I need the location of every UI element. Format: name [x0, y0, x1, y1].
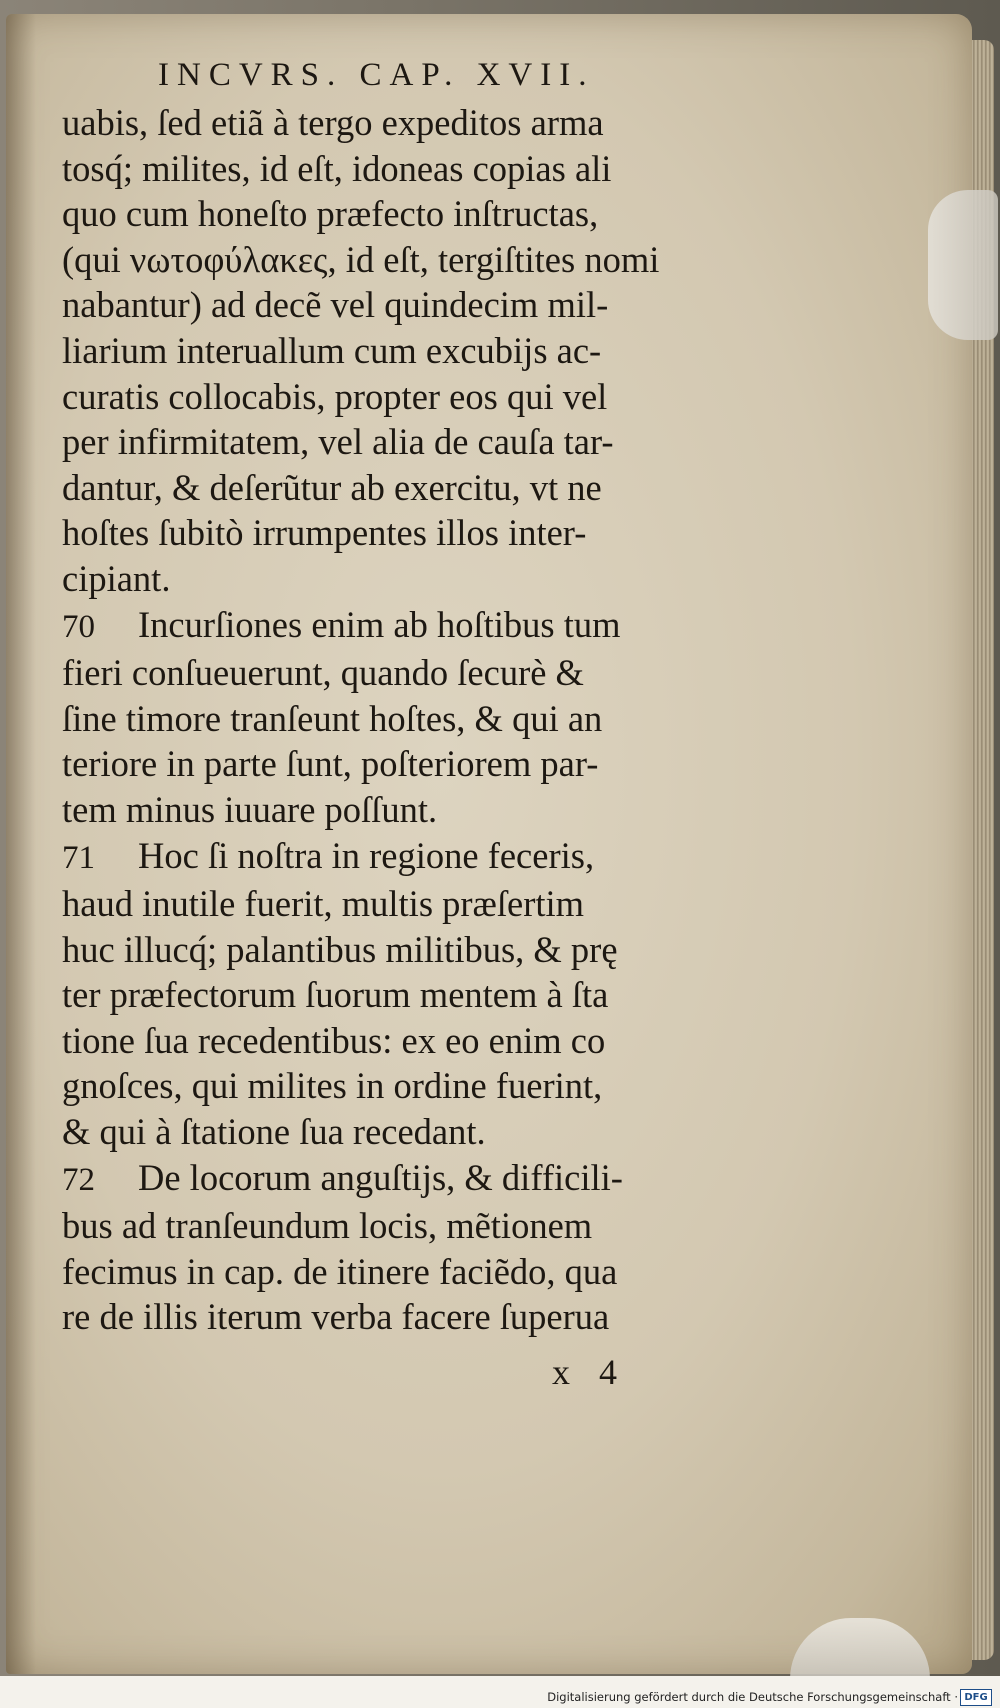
text-line: dantur, & deſerũtur ab exercitu, vt ne: [62, 466, 602, 508]
text-line: & qui à ſtatione ſua recedant.: [62, 1111, 486, 1153]
text-line: [62, 602, 782, 651]
text-line: huc illucq́; palantibus militibus, & prę: [62, 928, 618, 970]
text-line: [62, 1155, 782, 1204]
text-line: re de illis iterum verba facere ſuperua: [62, 1296, 610, 1338]
signature-mark: x 4: [552, 1352, 627, 1393]
text-line: ſine timore tranſeunt hoſtes, & qui an: [62, 697, 603, 739]
text-line: bus ad tranſeundum locis, mẽtionem: [62, 1205, 593, 1247]
text-line-content: Hoc ſi noſtra in regione feceris,: [138, 834, 595, 876]
text-line-content: Incurſiones enim ab hoſtibus tum: [138, 603, 621, 645]
text-line: gnoſces, qui milites in ordine fuerint,: [62, 1065, 603, 1107]
text-line: teriore in parte ſunt, poſteriorem par-: [62, 743, 599, 785]
text-line: tosq́; milites, id eſt, idoneas copias ali: [62, 147, 612, 189]
running-header: INCVRS. CAP. XVII.: [158, 57, 595, 93]
paragraph-70: [62, 602, 782, 833]
text-line: fecimus in cap. de itinere faciẽdo, qua: [62, 1250, 618, 1292]
page-text: [62, 50, 782, 1402]
text-line: tem minus iuuare poſſunt.: [62, 788, 438, 830]
text-line: fieri conſueuerunt, quando ſecurè &: [62, 652, 584, 694]
paragraph-number: 72: [62, 1161, 95, 1198]
text-line: per infirmitatem, vel alia de cauſa tar-: [62, 421, 614, 463]
page-clip-top: [928, 190, 998, 340]
text-line: hoſtes ſubitò irrumpentes illos inter-: [62, 512, 587, 554]
text-line: haud inutile fuerit, multis præſertim: [62, 883, 585, 925]
spine-shadow: [6, 14, 36, 1674]
text-line: liarium interuallum cum excubijs ac-: [62, 329, 602, 371]
opening-paragraph: [62, 100, 782, 602]
text-line: uabis, ſed etiã à tergo expeditos arma: [62, 102, 604, 143]
text-line: [62, 833, 782, 882]
text-line: quo cum honeſto præfecto inſtructas,: [62, 193, 599, 235]
dfg-logo: DFG: [960, 1689, 992, 1706]
text-line: (qui νωτοφύλακες, id eſt, tergiſtites nomi: [62, 238, 660, 280]
paragraph-71: [62, 833, 782, 1155]
text-line: tione ſua recedentibus: ex eo enim co: [62, 1019, 606, 1061]
paragraph-72: [62, 1155, 782, 1340]
paragraph-number: 70: [62, 608, 95, 645]
text-line: curatis collocabis, propter eos qui vel: [62, 375, 608, 417]
text-line: cipiant.: [62, 557, 171, 599]
text-line-content: De locorum anguſtijs, & difficili-: [138, 1156, 623, 1198]
text-line: nabantur) ad decẽ vel quindecim mil-: [62, 284, 609, 326]
funding-credit: Digitalisierung gefördert durch die Deutsche Forschungsgemeinschaft ·: [547, 1690, 958, 1704]
paragraph-number: 71: [62, 839, 95, 876]
text-line: ter præfectorum ſuorum mentem à ſta: [62, 974, 609, 1016]
